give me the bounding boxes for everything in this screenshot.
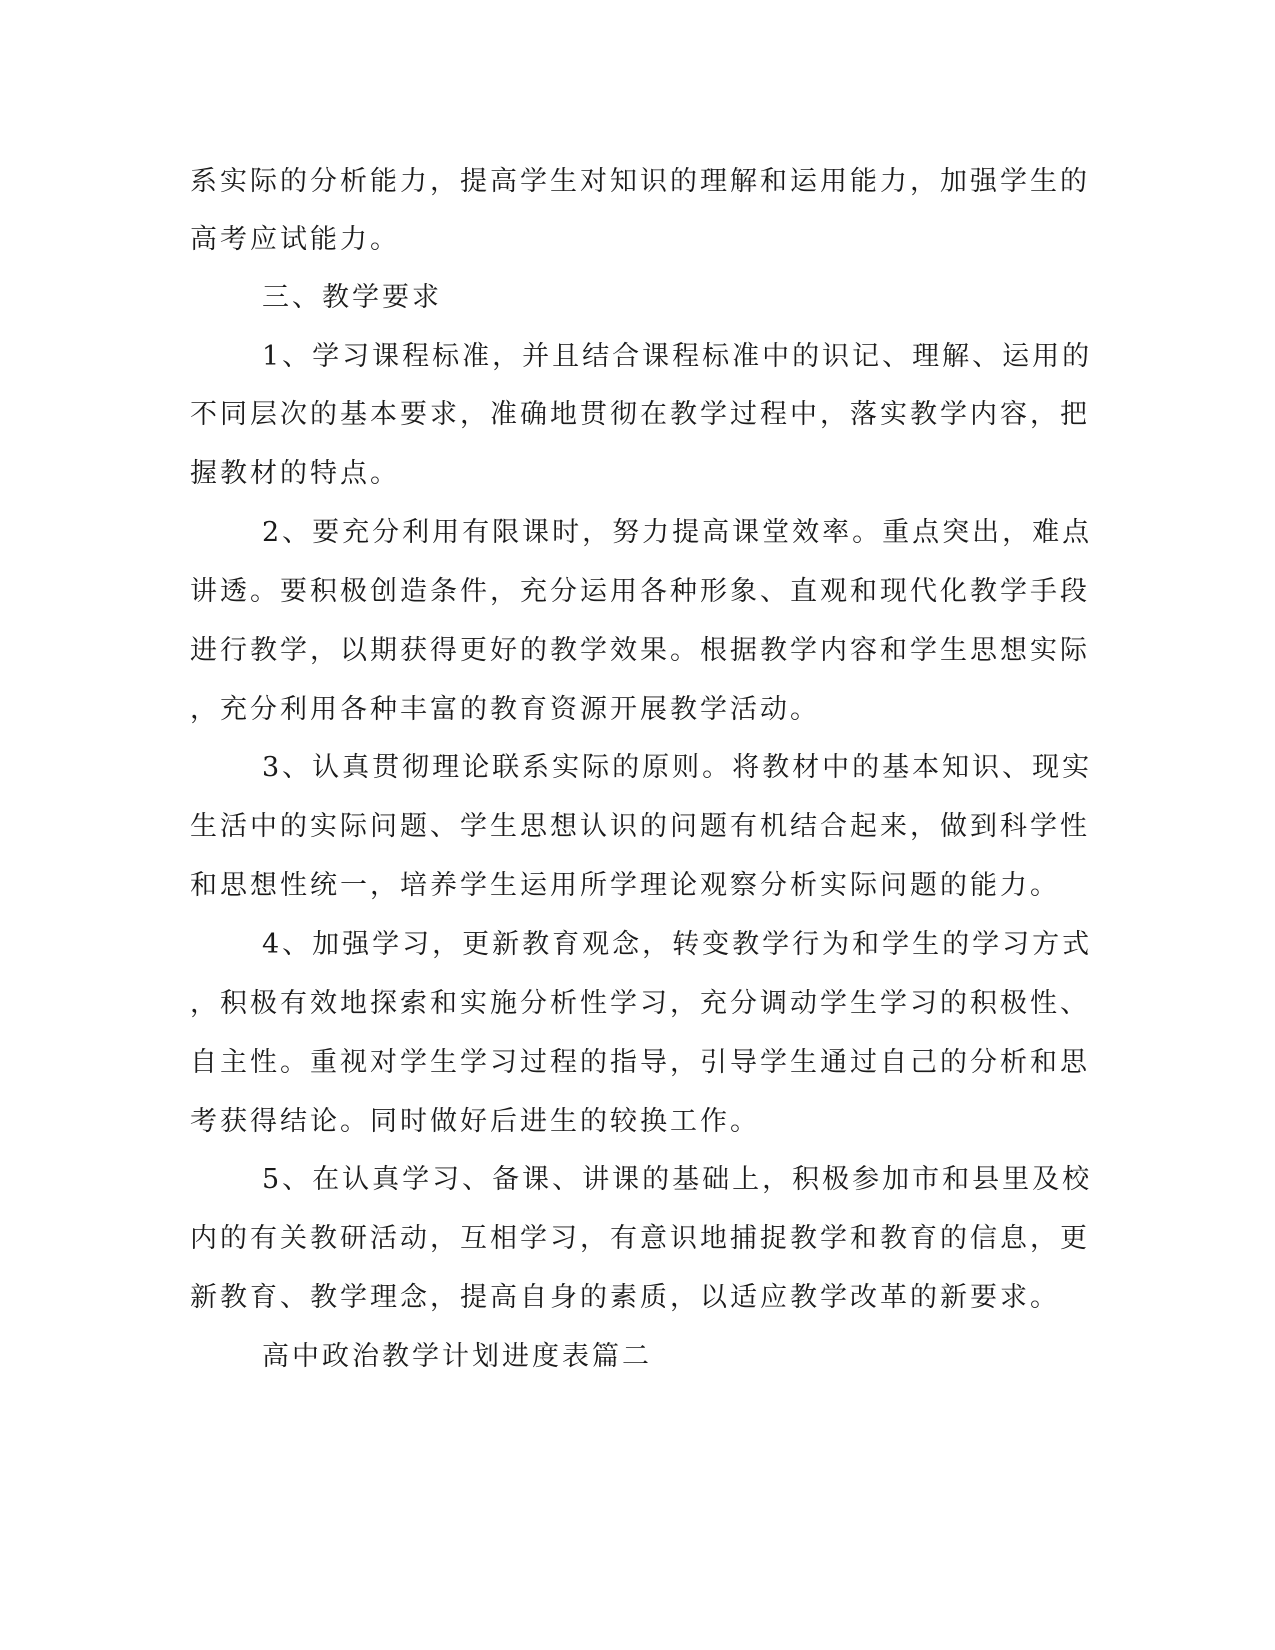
text-line: 和思想性统一，培养学生运用所学理论观察分析实际问题的能力。: [190, 870, 1060, 901]
section-heading: 三、教学要求: [262, 282, 442, 313]
text-line: 5、在认真学习、备课、讲课的基础上，积极参加市和县里及校: [262, 1164, 1093, 1195]
text-line: 进行教学，以期获得更好的教学效果。根据教学内容和学生思想实际: [190, 635, 1090, 666]
text-line: ，充分利用各种丰富的教育资源开展教学活动。: [190, 694, 820, 725]
text-line: 握教材的特点。: [190, 458, 400, 489]
text-line: 系实际的分析能力，提高学生对知识的理解和运用能力，加强学生的: [190, 166, 1090, 197]
text-line: 3、认真贯彻理论联系实际的原则。将教材中的基本知识、现实: [262, 752, 1093, 783]
text-line: 生活中的实际问题、学生思想认识的问题有机结合起来，做到科学性: [190, 811, 1090, 842]
text-line: 自主性。重视对学生学习过程的指导，引导学生通过自己的分析和思: [190, 1047, 1090, 1078]
text-line: 内的有关教研活动，互相学习，有意识地捕捉教学和教育的信息，更: [190, 1223, 1090, 1254]
text-line: ，积极有效地探索和实施分析性学习，充分调动学生学习的积极性、: [190, 988, 1090, 1019]
text-line: 讲透。要积极创造条件，充分运用各种形象、直观和现代化教学手段: [190, 576, 1090, 607]
text-line: 2、要充分利用有限课时，努力提高课堂效率。重点突出，难点: [262, 517, 1093, 548]
text-line: 高考应试能力。: [190, 224, 400, 255]
section-heading: 高中政治教学计划进度表篇二: [262, 1341, 652, 1372]
text-line: 4、加强学习，更新教育观念，转变教学行为和学生的学习方式: [262, 929, 1093, 960]
text-line: 新教育、教学理念，提高自身的素质，以适应教学改革的新要求。: [190, 1282, 1060, 1313]
text-line: 1、学习课程标准，并且结合课程标准中的识记、理解、运用的: [262, 341, 1093, 372]
text-line: 不同层次的基本要求，准确地贯彻在教学过程中，落实教学内容，把: [190, 399, 1090, 430]
text-line: 考获得结论。同时做好后进生的较换工作。: [190, 1106, 760, 1137]
